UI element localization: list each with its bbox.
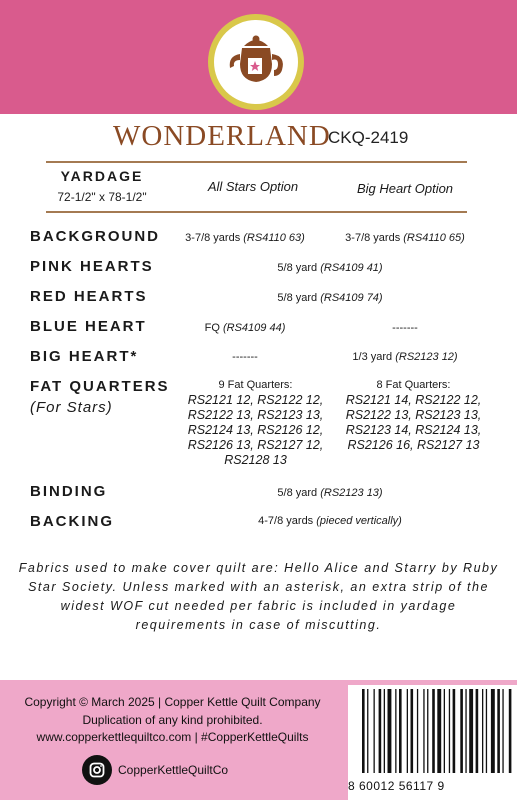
fat-quarters-big-heart-line: RS2122 13, RS2123 13, xyxy=(345,408,482,422)
fat-quarters-big-heart-head: 8 Fat Quarters: xyxy=(376,379,451,391)
blue-heart-big-heart: ------- xyxy=(392,322,418,334)
fat-quarters-all-stars-head: 9 Fat Quarters: xyxy=(218,379,293,391)
instagram-handle[interactable]: CopperKettleQuiltCo xyxy=(118,763,229,777)
row-label-background: BACKGROUND xyxy=(30,228,160,245)
blue-heart-all-stars: FQ (RS4109 44) xyxy=(204,322,286,334)
teapot-icon xyxy=(214,20,298,104)
instagram-icon[interactable] xyxy=(82,755,112,785)
backing-value: 4-7/8 yards (pieced vertically) xyxy=(258,515,402,527)
big-heart-all-stars: ------- xyxy=(232,351,258,363)
big-heart-big-heart: 1/3 yard (RS2123 12) xyxy=(352,351,458,363)
footer-text xyxy=(0,694,345,747)
header-divider xyxy=(46,211,467,213)
website-link[interactable]: www.copperkettlequiltco.com | #CopperKettleQuilts xyxy=(36,730,309,744)
fat-quarters-all-stars xyxy=(178,378,333,468)
barcode-bars xyxy=(348,685,517,777)
row-label-blue-heart: BLUE HEART xyxy=(30,318,147,335)
yardage-heading: YARDAGE xyxy=(60,168,144,184)
fat-quarters-sublabel: (For Stars) xyxy=(30,399,113,416)
logo xyxy=(208,14,304,110)
title-row xyxy=(113,120,473,156)
binding-value: 5/8 yard (RS2123 13) xyxy=(277,487,383,499)
pattern-title: WONDERLAND xyxy=(113,120,331,152)
fat-quarters-big-heart-line: RS2123 14, RS2124 13, xyxy=(345,423,482,437)
fat-quarters-all-stars-line: RS2121 12, RS2122 12, xyxy=(187,393,324,407)
top-divider xyxy=(46,161,467,163)
pink-hearts-value: 5/8 yard (RS4109 41) xyxy=(277,262,383,274)
copyright-line: Copyright © March 2025 | Copper Kettle Quilt Company xyxy=(24,695,321,709)
row-label-big-heart: BIG HEART* xyxy=(30,348,139,365)
quilt-dimensions: 72-1/2" x 78-1/2" xyxy=(57,190,147,204)
background-big-heart: 3-7/8 yards (RS4110 65) xyxy=(345,232,465,244)
duplication-notice: Duplication of any kind prohibited. xyxy=(82,712,263,727)
option-all-stars: All Stars Option xyxy=(207,179,299,194)
row-label-red-hearts: RED HEARTS xyxy=(30,288,148,305)
row-label-binding: BINDING xyxy=(30,483,108,500)
background-all-stars: 3-7/8 yards (RS4110 63) xyxy=(185,232,305,244)
fabric-notes: Fabrics used to make cover quilt are: Hello Alice and Starry by Ruby Star Society. Unless marked with an asterisk, an extra strip of the widest WOF cut needed per fabric is included in yardage requirements in case of miscutting. xyxy=(18,561,499,632)
fat-quarters-all-stars-line: RS2128 13 xyxy=(224,453,287,467)
fat-quarters-big-heart-line: RS2121 14, RS2122 12, xyxy=(345,393,482,407)
fat-quarters-big-heart xyxy=(336,378,491,453)
row-label-fat-quarters: FAT QUARTERS xyxy=(30,378,170,395)
pattern-code: CKQ-2419 xyxy=(328,128,409,147)
option-big-heart: Big Heart Option xyxy=(356,181,454,196)
fat-quarters-all-stars-line: RS2124 13, RS2126 12, xyxy=(187,423,324,437)
fat-quarters-all-stars-line: RS2126 13, RS2127 12, xyxy=(187,438,324,452)
row-label-backing: BACKING xyxy=(30,513,114,530)
yardage-header xyxy=(46,168,158,204)
barcode-digits: 8 60012 56117 9 xyxy=(348,779,445,793)
row-label-pink-hearts: PINK HEARTS xyxy=(30,258,154,275)
fat-quarters-all-stars-line: RS2122 13, RS2123 13, xyxy=(187,408,324,422)
red-hearts-value: 5/8 yard (RS4109 74) xyxy=(277,292,383,304)
fat-quarters-big-heart-line: RS2126 16, RS2127 13 xyxy=(347,438,480,452)
